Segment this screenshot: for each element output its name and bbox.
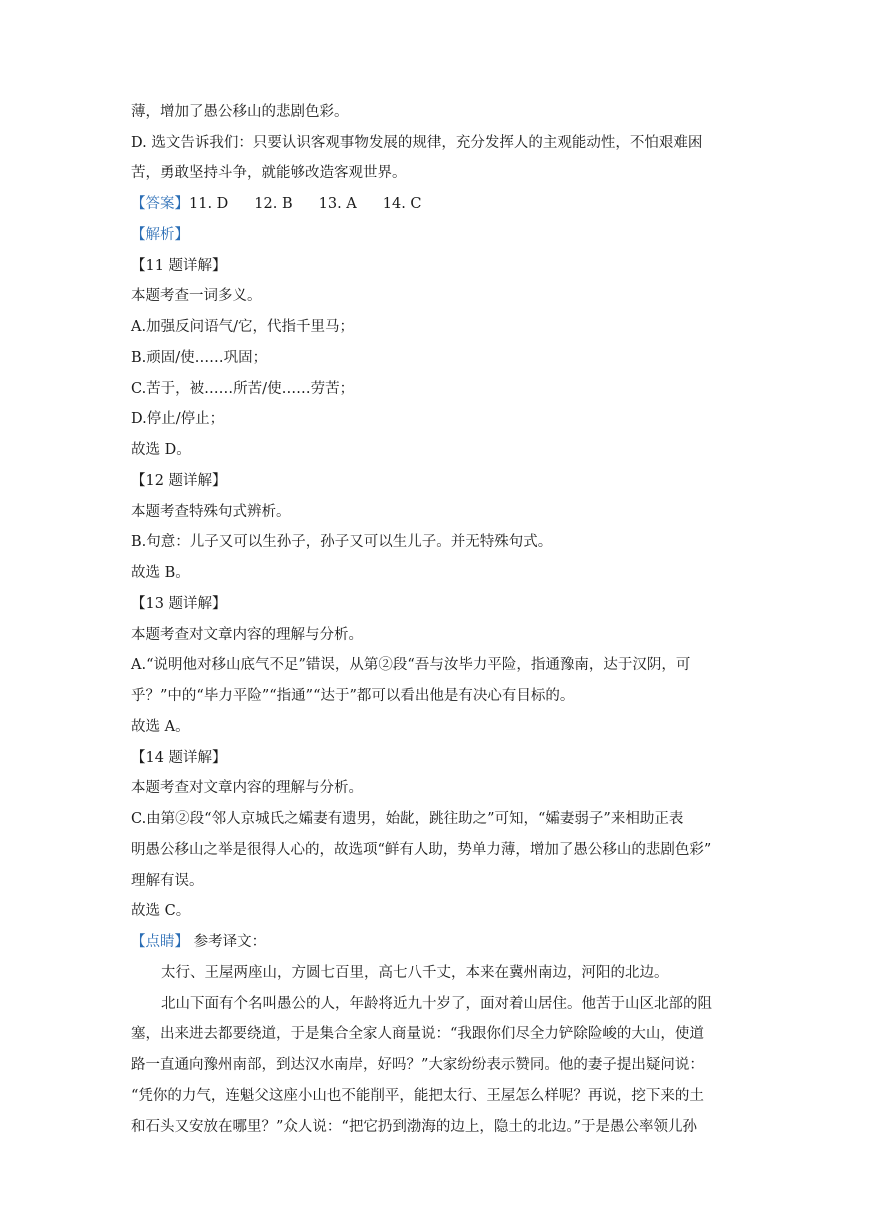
- answer-label: 【答案】: [131, 196, 189, 212]
- text-line: 本题考查对文章内容的理解与分析。: [131, 627, 363, 643]
- text-line: 理解有误。: [131, 873, 204, 889]
- text-line: A.“说明他对移山底气不足”错误，从第②段“吾与汝毕力平险，指通豫南，达于汉阴，可: [131, 657, 691, 673]
- text-line: B.句意：儿子又可以生孙子，孙子又可以生儿子。并无特殊句式。: [131, 534, 553, 550]
- text-line: 薄，增加了愚公移山的悲剧色彩。: [131, 104, 349, 120]
- section-heading: 【11 题详解】: [131, 258, 227, 274]
- answer-item: 14. C: [382, 196, 422, 212]
- text-line: 本题考查一词多义。: [131, 288, 262, 304]
- translation-line: 太行、王屋两座山，方圆七百里，高七八千丈，本来在冀州南边，河阳的北边。: [161, 965, 669, 981]
- text-line: D.停止/停止；: [131, 411, 225, 427]
- translation-line: 塞，出来进去都要绕道，于是集合全家人商量说：“我跟你们尽全力铲除险峻的大山，使道: [131, 1026, 704, 1042]
- text-line: 故选 A。: [131, 719, 190, 735]
- text-line: C.由第②段“邻人京城氏之孀妻有遗男，始龀，跳往助之”可知，“孀妻弱子”来相助正表: [131, 811, 684, 827]
- translation-line: 北山下面有个名叫愚公的人，年龄将近九十岁了，面对着山居住。他苦于山区北部的阻: [161, 996, 712, 1012]
- translation-line: 和石头又安放在哪里？”众人说：“把它扔到渤海的边上，隐土的北边。”于是愚公率领儿孙: [131, 1119, 697, 1135]
- text-line: 明愚公移山之举是很得人心的，故选项“鲜有人助，势单力薄，增加了愚公移山的悲剧色彩”: [131, 842, 712, 858]
- text-line: A.加强反问语气/它，代指千里马；: [131, 319, 354, 335]
- comment-label: 【点睛】: [131, 934, 189, 950]
- translation-line: 路一直通向豫州南部，到达汉水南岸，好吗？”大家纷纷表示赞同。他的妻子提出疑问说：: [131, 1057, 704, 1073]
- text-line: 故选 B。: [131, 565, 190, 581]
- answer-item: 11. D: [189, 196, 229, 212]
- section-heading: 【12 题详解】: [131, 473, 227, 489]
- answer-line: [131, 194, 422, 214]
- text-line: C.苦于，被……所苦/使……劳苦；: [131, 381, 355, 397]
- analysis-label: 【解析】: [131, 227, 189, 243]
- comment-text: 参考译文：: [189, 934, 267, 950]
- text-line: 故选 D。: [131, 442, 191, 458]
- answer-item: 13. A: [318, 196, 357, 212]
- text-line: 本题考查对文章内容的理解与分析。: [131, 780, 363, 796]
- text-line: B.顽固/使……巩固；: [131, 350, 268, 366]
- text-line: 故选 C。: [131, 903, 191, 919]
- answer-item: 12. B: [254, 196, 293, 212]
- text-line: 乎？”中的“毕力平险”“指通”“达于”都可以看出他是有决心有目标的。: [131, 688, 575, 704]
- text-line: D. 选文告诉我们：只要认识客观事物发展的规律，充分发挥人的主观能动性，不怕艰难困: [131, 135, 703, 151]
- text-line: 苦，勇敢坚持斗争，就能够改造客观世界。: [131, 165, 407, 181]
- section-heading: 【13 题详解】: [131, 596, 227, 612]
- comment-line: [131, 932, 266, 952]
- text-line: 本题考查特殊句式辨析。: [131, 504, 291, 520]
- section-heading: 【14 题详解】: [131, 750, 227, 766]
- translation-line: “凭你的力气，连魁父这座小山也不能削平，能把太行、王屋怎么样呢？再说，挖下来的土: [131, 1088, 704, 1104]
